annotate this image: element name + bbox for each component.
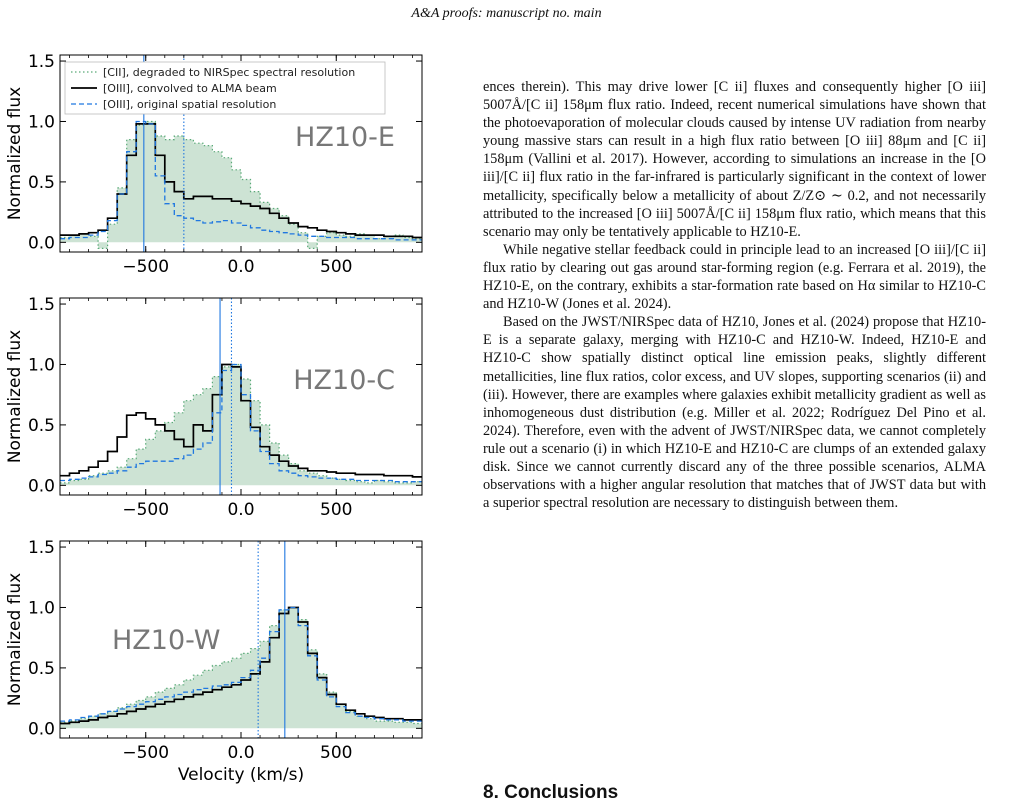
x-tick-label: −500 xyxy=(122,500,170,520)
y-tick-label: 0.5 xyxy=(27,172,55,193)
y-tick-label: 0.5 xyxy=(27,415,55,436)
panel-hz10-c xyxy=(5,295,422,520)
panel-title: HZ10-C xyxy=(293,365,395,396)
legend-label-oiii-orig: [OIII], original spatial resolution xyxy=(103,98,277,111)
x-tick-label: 500 xyxy=(320,743,353,763)
panel-title: HZ10-W xyxy=(112,625,221,656)
y-tick-label: 1.0 xyxy=(27,598,55,619)
y-tick-label: 0.5 xyxy=(27,658,55,679)
paragraph: While negative stellar feedback could in principle lead to an increased [O iii]/[C ii] flux ratio by clearing out gas around star-forming region (e.g. Ferrara et al. 2019), the HZ10-E, on the contrary, exhibits a star-formation rate based on Hα similar to HZ10-C and HZ10-W (Jones et al. 2024). xyxy=(483,241,986,313)
y-axis-label: Normalized flux xyxy=(5,572,25,707)
panel-title: HZ10-E xyxy=(295,122,395,153)
y-tick-label: 0.0 xyxy=(27,476,55,497)
x-axis-label: Velocity (km/s) xyxy=(177,765,305,785)
paragraph: ences therein). This may drive lower [C ii] fluxes and consequently higher [O iii] 5007Å/[C ii] 158μm flux ratio. Indeed, recent numerical simulations have shown that the photoevaporation of molecular clouds caused by intense UV radiation from nearby young massive stars can result in a high flux ratio between [O iii] 88μm and [C ii] 158μm (Vallini et al. 2017). However, according to simulations an increase in the [O iii]/[C ii] flux ratio in the far-infrared is particularly significant in the context of lower metallicity, specifically below a metallicity of about Z/Z⊙ ∼ 0.2, and not necessarily attributed to the increased [O iii] 5007Å/[C ii] 158μm flux ratio, which means that this scenario may only be tentatively applicable to HZ10-E. xyxy=(483,79,986,240)
x-tick-label: 0.0 xyxy=(227,743,255,763)
y-tick-label: 0.0 xyxy=(27,233,55,254)
y-axis-label: Normalized flux xyxy=(5,86,25,221)
x-tick-label: 500 xyxy=(320,257,353,277)
y-tick-label: 1.0 xyxy=(27,112,55,133)
panel-hz10-w xyxy=(5,538,422,785)
x-tick-label: −500 xyxy=(122,257,170,277)
x-tick-label: −500 xyxy=(122,743,170,763)
y-tick-label: 1.5 xyxy=(27,538,55,559)
section-heading: 8. Conclusions xyxy=(483,782,619,803)
legend-label-oiii-alma: [OIII], convolved to ALMA beam xyxy=(103,82,277,95)
paragraph: Based on the JWST/NIRSpec data of HZ10, Jones et al. (2024) propose that HZ10-E is a separate galaxy, merging with HZ10-C and HZ10-W. Indeed, HZ10-E and HZ10-C show spatially distinct optical line emission peaks, slightly different metallicities, line flux ratios, color excess, and UV slopes, supporting scenarios (ii) and (iii). However, there are examples where galaxies exhibit metallicity gradient as well as inhomogeneous dust distribution (e.g. Miller et al. 2022; Rodríguez Del Pino et al. 2024). Therefore, even with the advent of JWST/NIRSpec data, we cannot completely rule out a scenario (i) in which HZ10-E and HZ10-C are clumps of an extended galaxy disk. Since we cannot currently discard any of the three possible scenarios, ALMA observations with a higher angular resolution that matches that of JWST data but with a superior spectral resolution are necessary to distinguish between them. xyxy=(483,314,986,512)
y-tick-label: 1.5 xyxy=(27,52,55,73)
spectra-figure xyxy=(0,50,440,785)
running-header: A&A proofs: manuscript no. main xyxy=(411,6,602,21)
y-tick-label: 1.0 xyxy=(27,355,55,376)
x-tick-label: 0.0 xyxy=(227,257,255,277)
legend xyxy=(65,62,385,114)
legend-label-cii: [CII], degraded to NIRSpec spectral resolution xyxy=(103,66,356,79)
y-tick-label: 0.0 xyxy=(27,719,55,740)
x-tick-label: 500 xyxy=(320,500,353,520)
y-tick-label: 1.5 xyxy=(27,295,55,316)
y-axis-label: Normalized flux xyxy=(5,329,25,464)
x-tick-label: 0.0 xyxy=(227,500,255,520)
body-text xyxy=(483,78,986,512)
plot-area xyxy=(60,298,422,495)
